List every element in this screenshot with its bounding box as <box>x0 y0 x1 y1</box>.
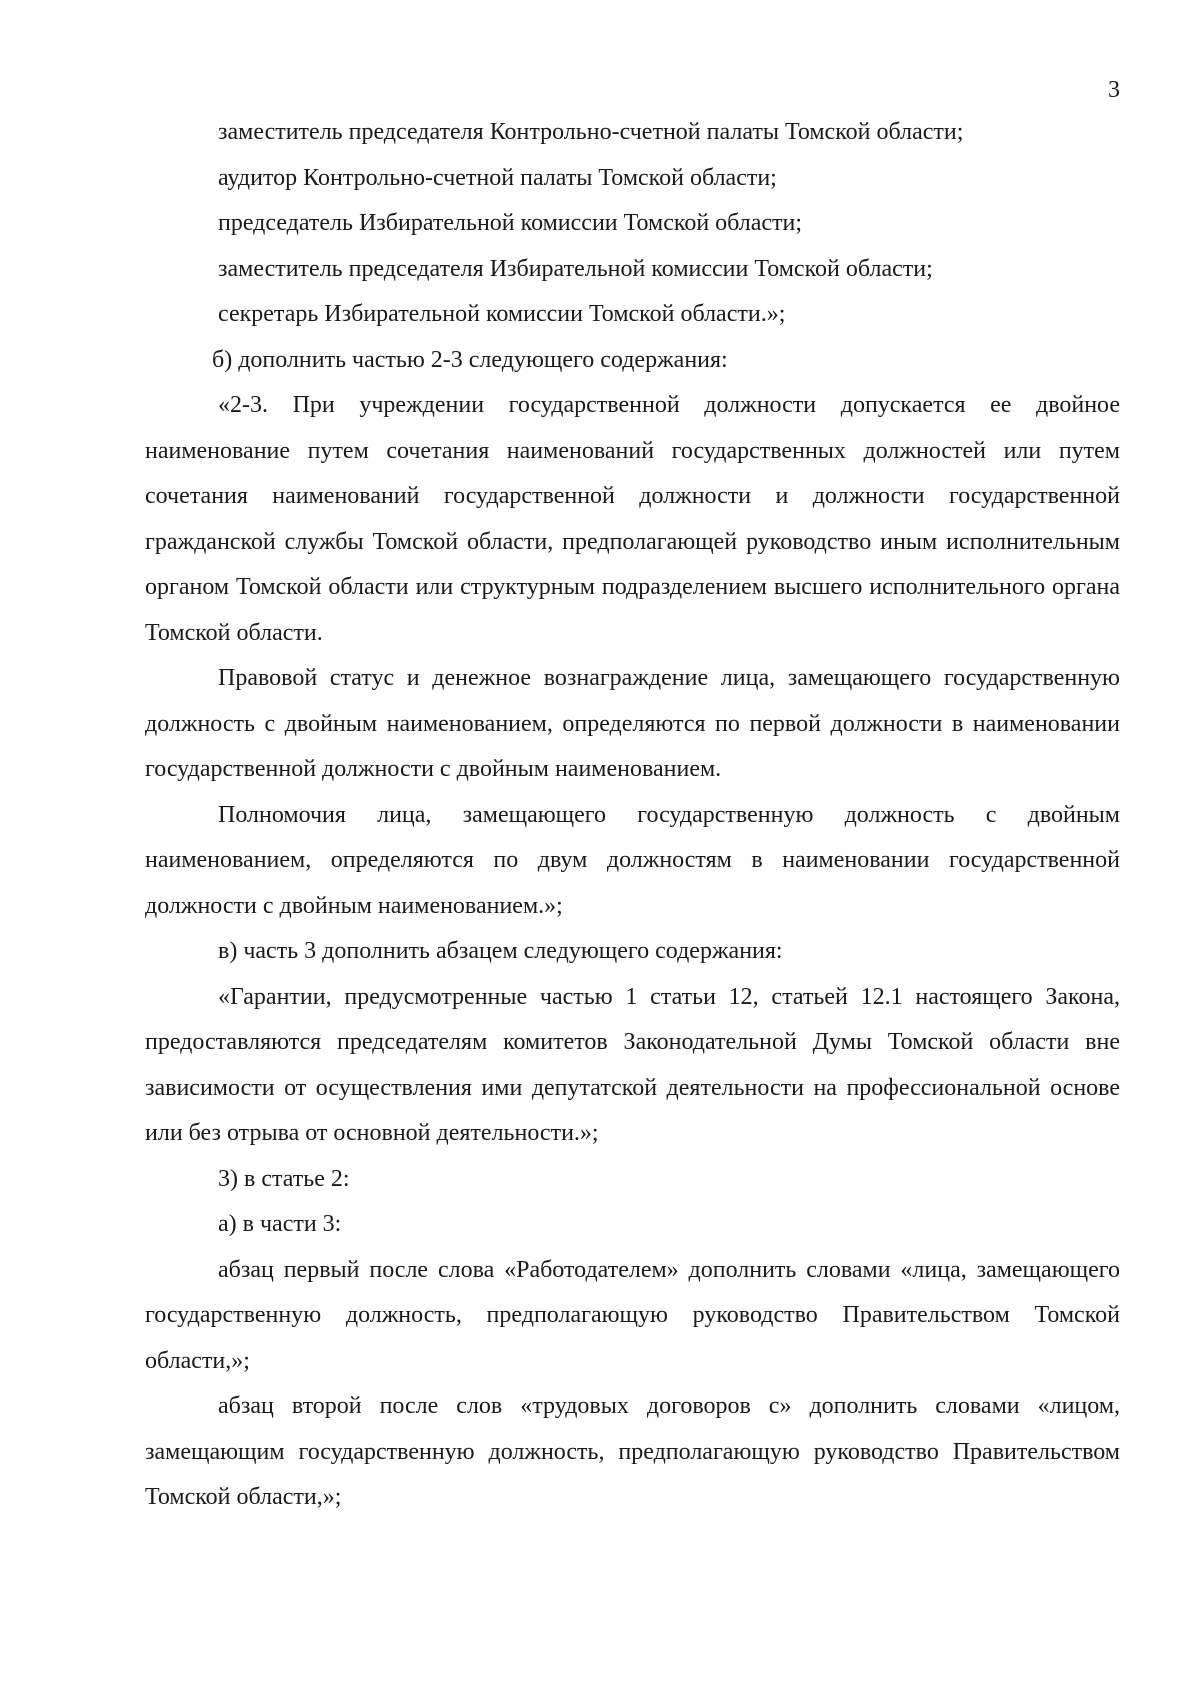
paragraph-first-abzac: абзац первый после слова «Работодателем» дополнить словами «лица, замещающего государственную должность, предполагающую руководство Правительством Томской области,»; <box>145 1256 1120 1374</box>
page-number: 3 <box>1108 77 1120 103</box>
paragraph-powers: Полномочия лица, замещающего государственную должность с двойным наименованием, определяются по двум должностям в наименовании государственной должности с двойным наименованием.»; <box>145 801 1120 919</box>
paragraph-deputy-chair-election-commission: заместитель председателя Избирательной комиссии Томской области; <box>218 255 933 282</box>
paragraph-secretary-election-commission: секретарь Избирательной комиссии Томской области.»; <box>218 301 786 327</box>
paragraph-article-2: 3) в статье 2: <box>218 1165 350 1192</box>
paragraph-part-2-3: «2-3. При учреждении государственной должности допускается ее двойное наименование путем сочетания наименований государственных должностей или путем сочетания наименований государственной должности и должности государственной гражданской службы Томской области, предполагающей руководство иным исполнительным органом Томской области или структурным подразделением высшего исполнительного органа Томской области. <box>145 392 1120 646</box>
paragraph-amendment-v: в) часть 3 дополнить абзацем следующего содержания: <box>218 938 783 964</box>
document-body <box>145 110 1120 1521</box>
paragraph-guarantees: «Гарантии, предусмотренные частью 1 статьи 12, статьей 12.1 настоящего Закона, предоставляются председателям комитетов Законодательной Думы Томской области вне зависимости от осуществления ими депутатской деятельности на профессиональной основе или без отрыва от основной деятельности.»; <box>145 983 1120 1146</box>
paragraph-second-abzac: абзац второй после слов «трудовых договоров с» дополнить словами «лицом, замещающим государственную должность, предполагающую руководство Правительством Томской области,»; <box>145 1393 1120 1510</box>
paragraph-chair-election-commission: председатель Избирательной комиссии Томской области; <box>218 210 803 236</box>
paragraph-deputy-chair-audit-chamber: заместитель председателя Контрольно-счетной палаты Томской области; <box>218 119 964 145</box>
paragraph-part-3: а) в части 3: <box>218 1211 342 1237</box>
paragraph-legal-status: Правовой статус и денежное вознаграждение лица, замещающего государственную должность с двойным наименованием, определяются по первой должности в наименовании государственной должности с двойным наименованием. <box>145 665 1120 782</box>
paragraph-amendment-b: б) дополнить частью 2-3 следующего содержания: <box>212 346 728 373</box>
paragraph-auditor-audit-chamber: аудитор Контрольно-счетной палаты Томской области; <box>218 164 777 191</box>
